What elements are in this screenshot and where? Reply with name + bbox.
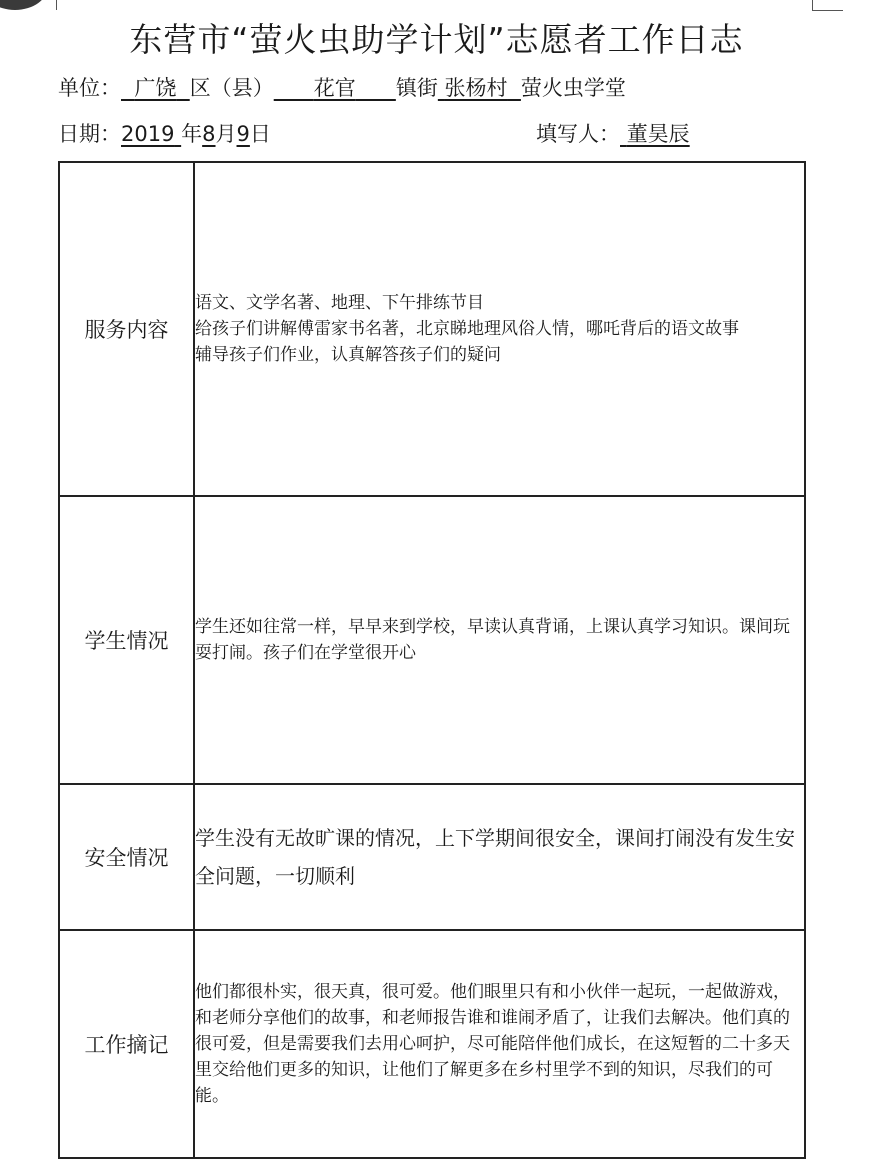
unit-line (58, 72, 626, 102)
table-row (59, 784, 805, 930)
notes-content (194, 930, 805, 1158)
date-year: 2019 (121, 122, 175, 146)
date-line (58, 118, 271, 148)
date-day: 9 (236, 122, 250, 146)
row-label-safety: 安全情况 (59, 784, 194, 930)
table-row (59, 162, 805, 496)
row-label-notes: 工作摘记 (59, 930, 194, 1158)
students-content (194, 496, 805, 784)
service-line: 给孩子们讲解傅雷家书名著，北京睇地理风俗人情，哪吒背后的语文故事 (195, 319, 739, 339)
document-title: 东营市“萤火虫助学计划”志愿者工作日志 (129, 20, 744, 59)
service-line: 辅导孩子们作业，认真解答孩子们的疑问 (195, 345, 501, 365)
crop-mark-right (812, 0, 843, 11)
school-name: 萤火虫学堂 (520, 76, 626, 100)
service-line: 语文、文学名著、地理、下午排练节目 (195, 293, 484, 313)
table-row (59, 930, 805, 1158)
work-log-table (58, 161, 806, 1159)
safety-content (194, 784, 805, 930)
students-line: 学生还如往常一样，早早来到学校，早读认真背诵，上课认真学习知识。课间玩耍打闹。孩子们在学堂很开心 (195, 617, 790, 663)
filler-name: 董昊辰 (626, 122, 690, 146)
date-label: 日期： (58, 122, 121, 146)
date-year-suffix: 年 (181, 122, 203, 146)
scan-corner-shadow (0, 0, 48, 10)
filler-label: 填写人： (536, 122, 620, 146)
village-value: 张杨村 (444, 76, 508, 100)
district-value: 广饶 (134, 76, 177, 100)
date-month-suffix: 月 (215, 122, 237, 146)
row-label-students: 学生情况 (59, 496, 194, 784)
row-label-service: 服务内容 (59, 162, 194, 496)
safety-line: 学生没有无故旷课的情况，上下学期间很安全，课间打闹没有发生安全问题，一切顺利 (195, 826, 795, 888)
town-value: 花官 (313, 76, 356, 100)
town-suffix: 镇街 (395, 76, 438, 100)
filler-line (536, 118, 690, 148)
service-content (194, 162, 805, 496)
notes-line: 他们都很朴实，很天真，很可爱。他们眼里只有和小伙伴一起玩，一起做游戏，和老师分享他们的故事，和老师报告谁和谁闹矛盾了，让我们去解决。他们真的很可爱，但是需要我们去用心呵护，尽可能陪伴他们成长，在这短暂的二十多天里交给他们更多的知识，让他们了解更多在乡村里学不到的知识，尽我们的可能。 (195, 982, 790, 1106)
table-row (59, 496, 805, 784)
date-day-suffix: 日 (249, 122, 271, 146)
date-month: 8 (202, 122, 216, 146)
unit-label: 单位： (58, 76, 121, 100)
crop-mark-left (56, 0, 57, 10)
district-suffix: 区（县） (189, 76, 274, 100)
